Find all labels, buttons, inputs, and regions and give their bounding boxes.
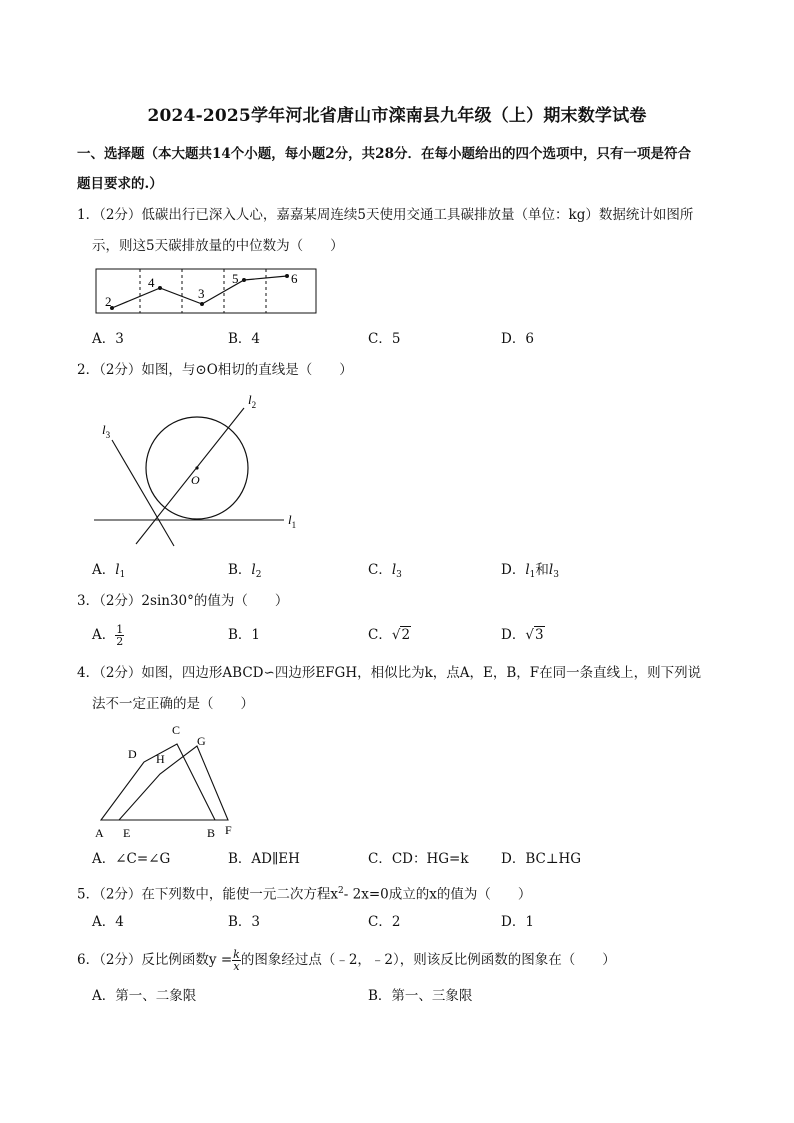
q1-option-a: A．3 [92,331,124,347]
q4-option-c: C．CD：HG=k [368,851,469,867]
line-label-l2: $l_2$ [248,392,257,410]
q2-option-b: B．$l_2$ [228,562,262,580]
question-number: 3． [77,593,100,609]
q5-option-d: D．1 [501,914,534,930]
question-1-text [77,206,693,224]
q5-option-a: A．4 [92,914,124,930]
q2-option-c: C．$l_3$ [368,562,402,580]
q2-option-a: A．$l_1$ [92,562,126,580]
chart-label-5: 6 [291,271,298,286]
question-4-quadrilateral-figure [88,718,248,840]
question-3-text [77,592,288,610]
q6-option-a: A．第一、二象限 [92,988,197,1004]
page-title: 2024-2025学年河北省唐山市滦南县九年级（上）期末数学试卷 [147,106,647,126]
chart-label-3: 3 [198,286,205,301]
question-1-line-chart [94,266,320,320]
q5-option-b: B．3 [228,914,261,930]
point-label-d: D [128,747,137,761]
q6-option-b: B．第一、三象限 [368,988,473,1004]
q4-option-a: A．∠C=∠G [92,851,171,867]
q1-option-c: C．5 [368,331,401,347]
q1-option-b: B．4 [228,331,261,347]
chart-label-1: 2 [105,294,112,309]
question-1-line2: 示，则这5天碳排放量的中位数为（ ） [92,238,344,254]
question-4-line2: 法不一定正确的是（ ） [92,696,254,712]
point-label-b: B [207,826,216,840]
q3-option-a: A． $\frac{1}{2}$ [92,623,124,648]
question-2-circle-figure [92,388,312,550]
point-label-f: F [225,823,232,837]
question-2-text [77,361,353,379]
q4-option-b: B．AD∥EH [228,851,300,867]
point-label-c: C [172,723,181,737]
section-heading-line1: 一、选择题（本大题共14个小题，每小题2分，共28分．在每小题给出的四个选项中，只有一项是符合 [77,146,691,162]
chart-label-4: 5 [232,271,239,286]
question-2-line1: （2分）如图，与⊙O相切的直线是（ ） [99,362,353,378]
center-label-o: O [191,473,200,487]
chart-label-2: 4 [148,275,155,290]
point-label-h: H [156,752,165,766]
question-number: 6． [77,952,100,968]
q5-option-c: C．2 [368,914,401,930]
line-label-l1: $l_1$ [288,512,297,530]
q1-option-d: D．6 [501,331,534,347]
question-number: 2． [77,362,100,378]
question-5-text: 5．（2分）在下列数中，能使一元二次方程$x^2-$ 2x=0成立的x的值为（ ） [77,886,532,903]
point-label-a: A [95,826,104,840]
line-label-l3: $l_3$ [102,422,111,440]
question-6-text: 6．（2分）反比例函数y = $\frac{k}{x}$ 的图象经过点（﹣2，﹣2），则该反比例函数的图象在（ ） [77,948,616,973]
question-4-line1: （2分）如图，四边形ABCD∽四边形EFGH，相似比为k，点A，E，B，F在同一条直线上，则下列说 [99,665,702,681]
point-label-g: G [197,734,206,748]
question-3-line1: （2分）2sin30°的值为（ ） [99,593,289,609]
q4-option-d: D．BC⊥HG [501,851,582,867]
question-4-text [77,664,701,682]
question-number: 4． [77,665,100,681]
q3-option-b: B．1 [228,627,261,643]
q3-option-d: D．√3 [501,627,544,643]
q3-option-c: C．√2 [368,627,411,643]
question-number: 1． [77,207,100,223]
point-label-e: E [123,826,131,840]
section-heading-line2: 题目要求的.） [77,176,163,192]
question-1-line1: （2分）低碳出行已深入人心，嘉嘉某周连续5天使用交通工具碳排放量（单位：kg）数据统计如图所 [99,207,694,223]
question-number: 5． [77,886,100,903]
q2-option-d: D．$l_1$和$l_3$ [501,562,559,580]
